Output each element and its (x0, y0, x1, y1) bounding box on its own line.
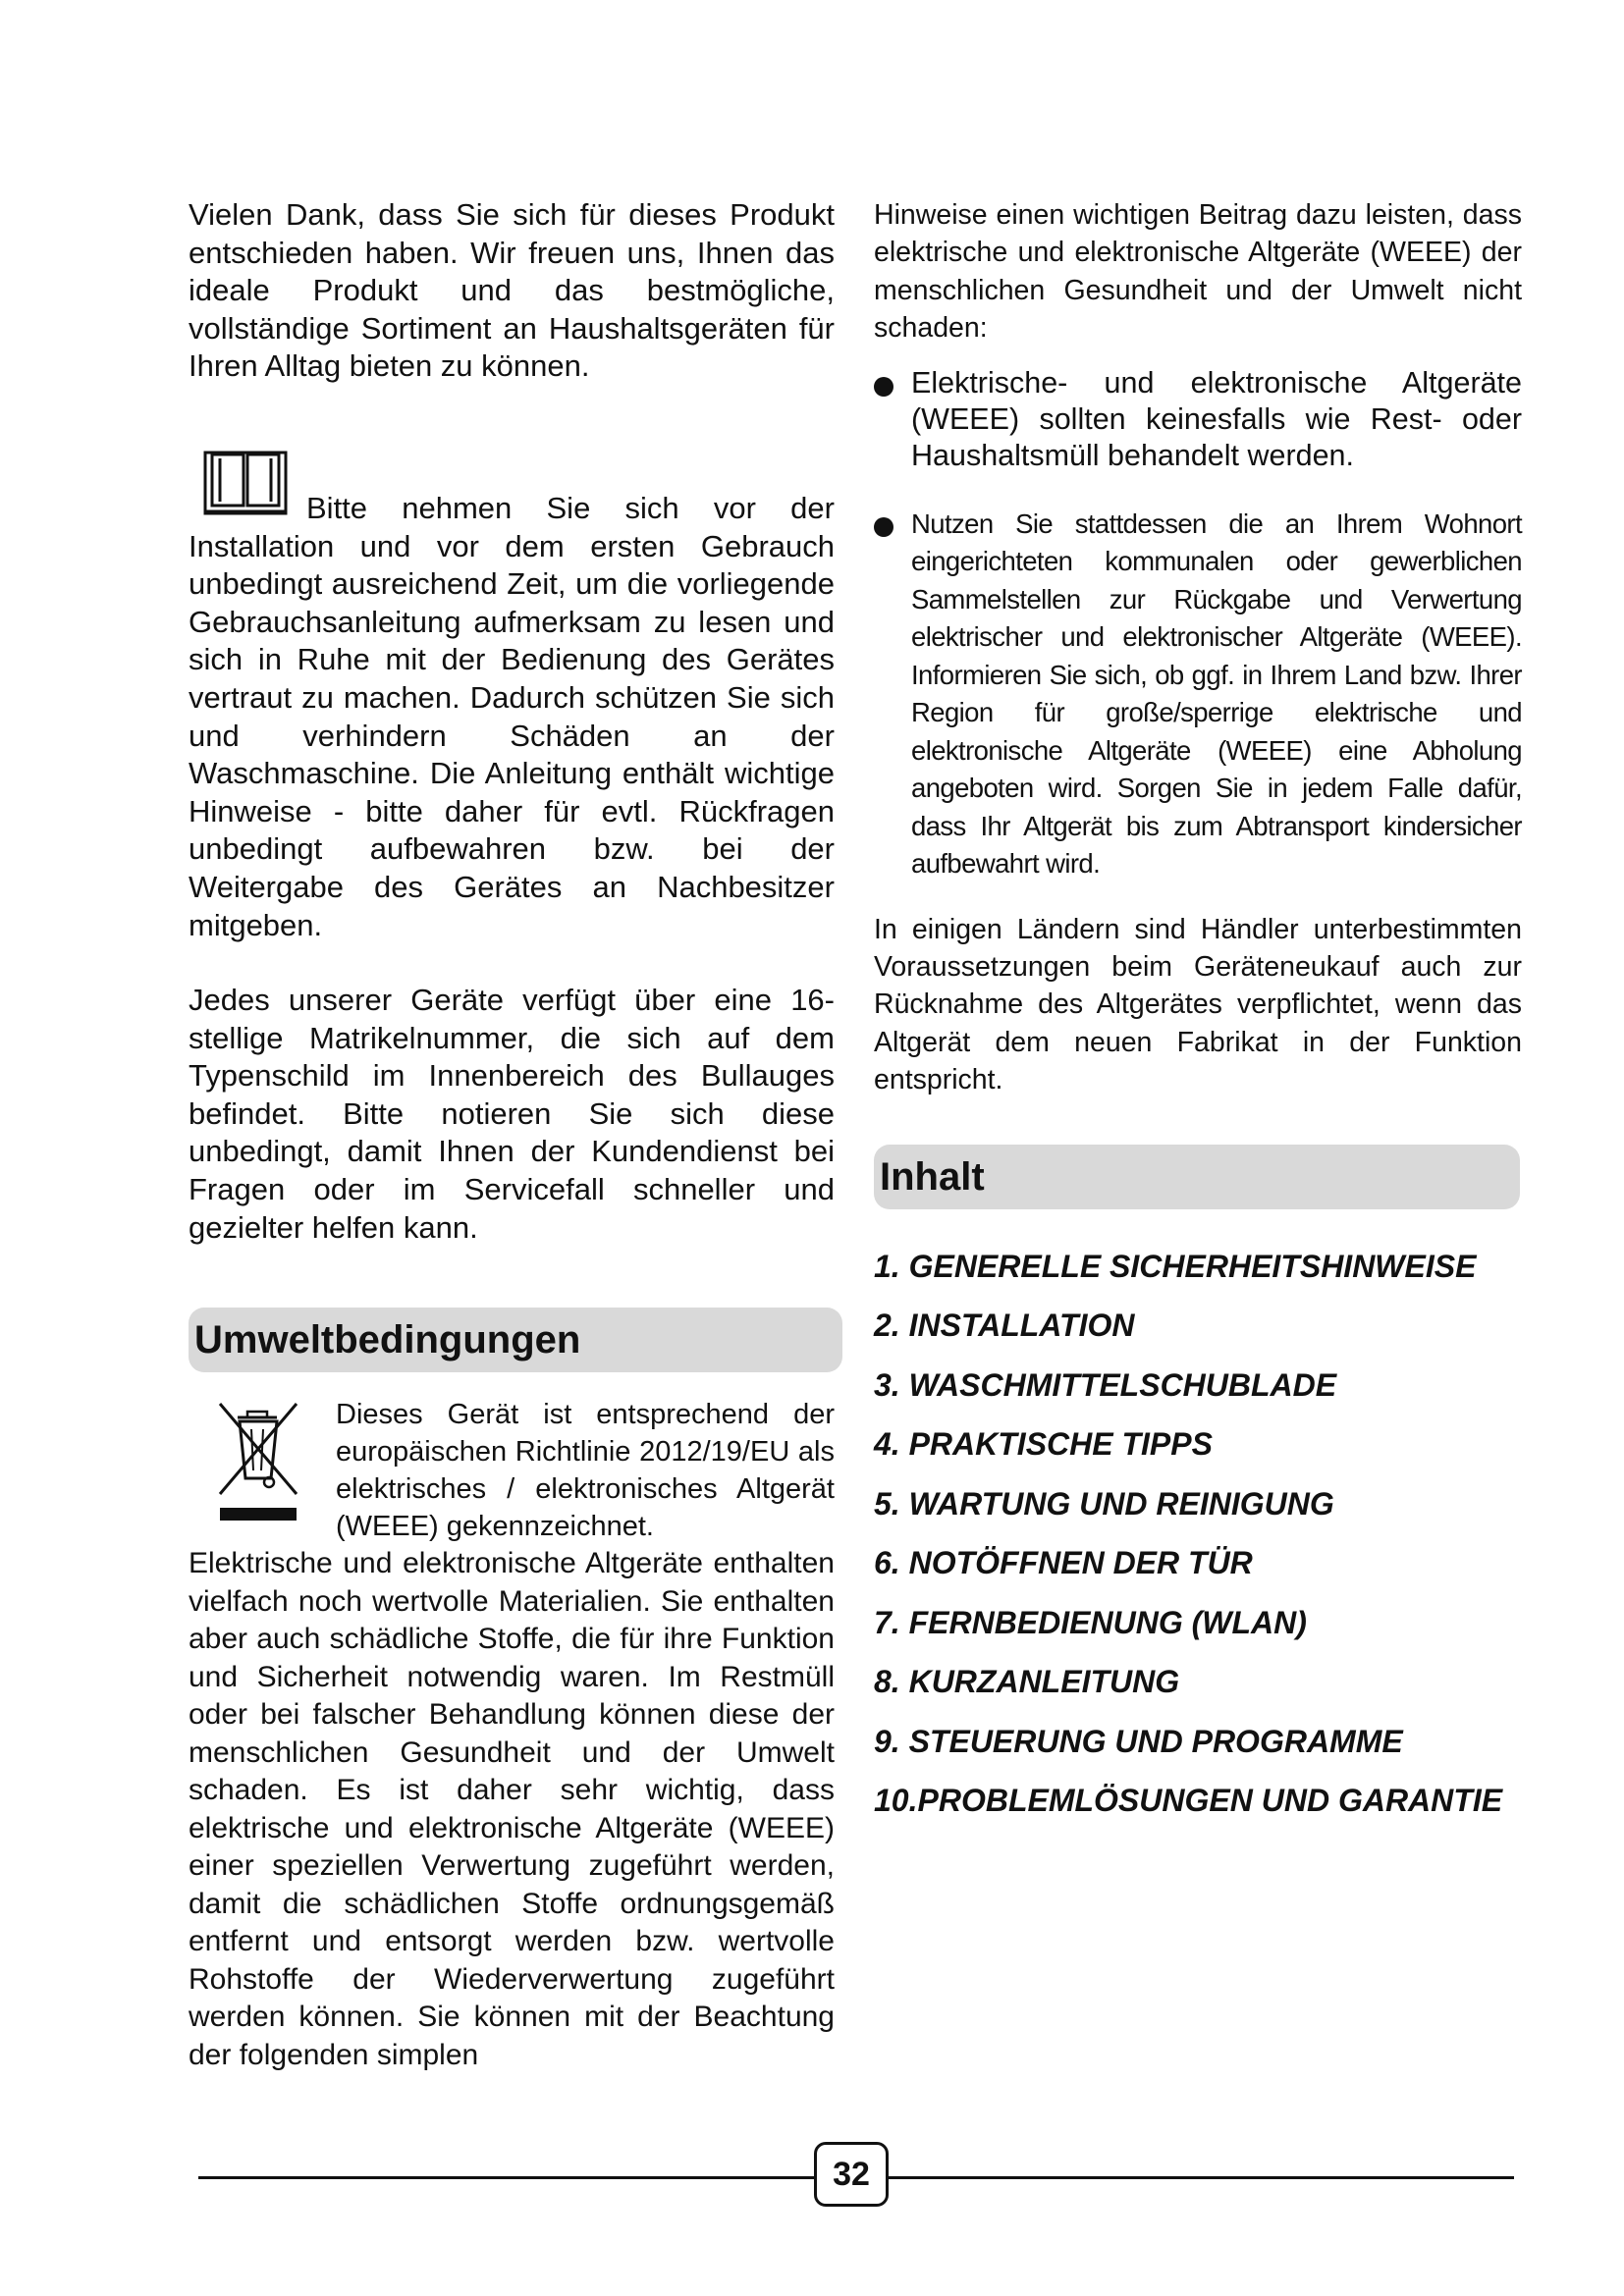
bullet-item-2 (874, 506, 1522, 883)
toc-item: 10.PROBLEMLÖSUNGEN UND GARANTIE (874, 1783, 1503, 1819)
retailer-paragraph: In einigen Ländern sind Händler unterbestimmten Voraussetzungen beim Geräteneukauf auch zur Rücknahme des Altgerätes verpflichtet, wenn das Altgerät dem neuen Fabrikat in der Funktion entspricht. (874, 913, 1522, 1096)
toc-item: 5. WARTUNG UND REINIGUNG (874, 1485, 1334, 1522)
footer-rule-right (889, 2176, 1514, 2179)
continuation-paragraph: Hinweise einen wichtigen Beitrag dazu leisten, dass elektrische und elektronische Altgeräte (WEEE) der menschlichen Gesundheit und der Umwelt nicht schaden: (874, 199, 1522, 345)
contents-heading: Inhalt (874, 1145, 1520, 1209)
bullet-2-text: Nutzen Sie stattdessen die an Ihrem Wohnort eingerichteten kommunalen oder gewerblichen Sammelstellen zur Rückgabe und Verwertung elektrischer und elektronischer Altgeräte (WEEE). Informieren Sie sich, ob ggf. in Ihrem Land bzw. Ihrer Region für große/sperrige elektrische und elektronische Altgeräte (WEEE) eine Abholung angeboten wird. Sorgen Sie in jedem Falle dafür, dass Ihr Altgerät bis zum Abtransport kindersicher aufbewahrt wird. (911, 507, 1522, 880)
toc-item: 2. INSTALLATION (874, 1308, 1135, 1344)
weee-label-text: Dieses Gerät ist entsprechend der europäischen Richtlinie 2012/19/EU als elektrisches / elektronisches Altgerät (WEEE) gekennzeichnet. (336, 1399, 835, 1543)
left-column (189, 196, 835, 2074)
table-of-contents (874, 1237, 1522, 1831)
environment-heading: Umweltbedingungen (189, 1308, 842, 1372)
weee-block (189, 1396, 835, 1545)
bullet-item-1 (874, 365, 1522, 474)
toc-item: 3. WASCHMITTELSCHUBLADE (874, 1366, 1337, 1403)
crossed-out-wheelie-bin-icon (208, 1396, 306, 1523)
toc-item: 8. KURZANLEITUNG (874, 1664, 1180, 1700)
read-manual-block (189, 447, 835, 944)
toc-item: 6. NOTÖFFNEN DER TÜR (874, 1545, 1253, 1581)
page-number: 32 (814, 2142, 889, 2207)
serial-number-paragraph: Jedes unserer Geräte verfügt über eine 16-stellige Matrikelnummer, die sich auf dem Typenschild im Innenbereich des Bullauges befindet. Bitte notieren Sie sich diese unbedingt, damit Ihnen der Kundendienst bei Fragen oder im Servicefall schneller und gezielter helfen kann. (189, 983, 835, 1245)
environment-body-paragraph: Elektrische und elektronische Altgeräte enthalten vielfach noch wertvolle Materialien. Sie enthalten aber auch schädliche Stoffe, die für ihre Funktion und Sicherheit notwendig waren. Im Restmüll oder bei falscher Behandlung können diese der menschlichen Gesundheit und der Umwelt schaden. Es ist daher sehr wichtig, dass elektrische und elektronische Altgeräte (WEEE) einer speziellen Verwertung zugeführt werden, damit die schädlichen Stoffe ordnungsgemäß entfernt und entsorgt werden bzw. wertvolle Rohstoffe der Wiederverwertung zugeführt werden können. Sie können mit der Beachtung der folgenden simplen (189, 1547, 835, 2071)
toc-item: 7. FERNBEDIENUNG (WLAN) (874, 1604, 1307, 1640)
toc-item: 1. GENERELLE SICHERHEITSHINWEISE (874, 1248, 1477, 1284)
footer-rule-left (198, 2176, 814, 2179)
read-manual-paragraph: Bitte nehmen Sie sich vor der Installation und vor dem ersten Gebrauch unbedingt ausreichend Zeit, um die vorliegende Gebrauchsanleitung aufmerksam zu lesen und sich in Ruhe mit der Bedienung des Gerätes vertraut zu machen. Dadurch schützen Sie sich und verhindern Schäden an der Waschmaschine. Die Anleitung enthält wichtige Hinweise - bitte daher für evtl. Rückfragen unbedingt aufbewahren bzw. bei der Weitergabe des Gerätes an Nachbesitzer mitgeben. (189, 490, 835, 942)
toc-item: 4. PRAKTISCHE TIPPS (874, 1426, 1213, 1463)
right-column (874, 196, 1522, 1831)
toc-item: 9. STEUERUNG UND PROGRAMME (874, 1723, 1403, 1759)
intro-paragraph: Vielen Dank, dass Sie sich für dieses Produkt entschieden haben. Wir freuen uns, Ihnen das ideale Produkt und das bestmögliche, vollständige Sortiment an Haushaltsgeräten für Ihren Alltag bieten zu können. (189, 197, 835, 384)
bullet-1-text: Elektrische- und elektronische Altgeräte (WEEE) sollten keinesfalls wie Rest- oder Haushaltsmüll behandelt werden. (911, 365, 1522, 472)
open-book-icon (202, 447, 289, 517)
